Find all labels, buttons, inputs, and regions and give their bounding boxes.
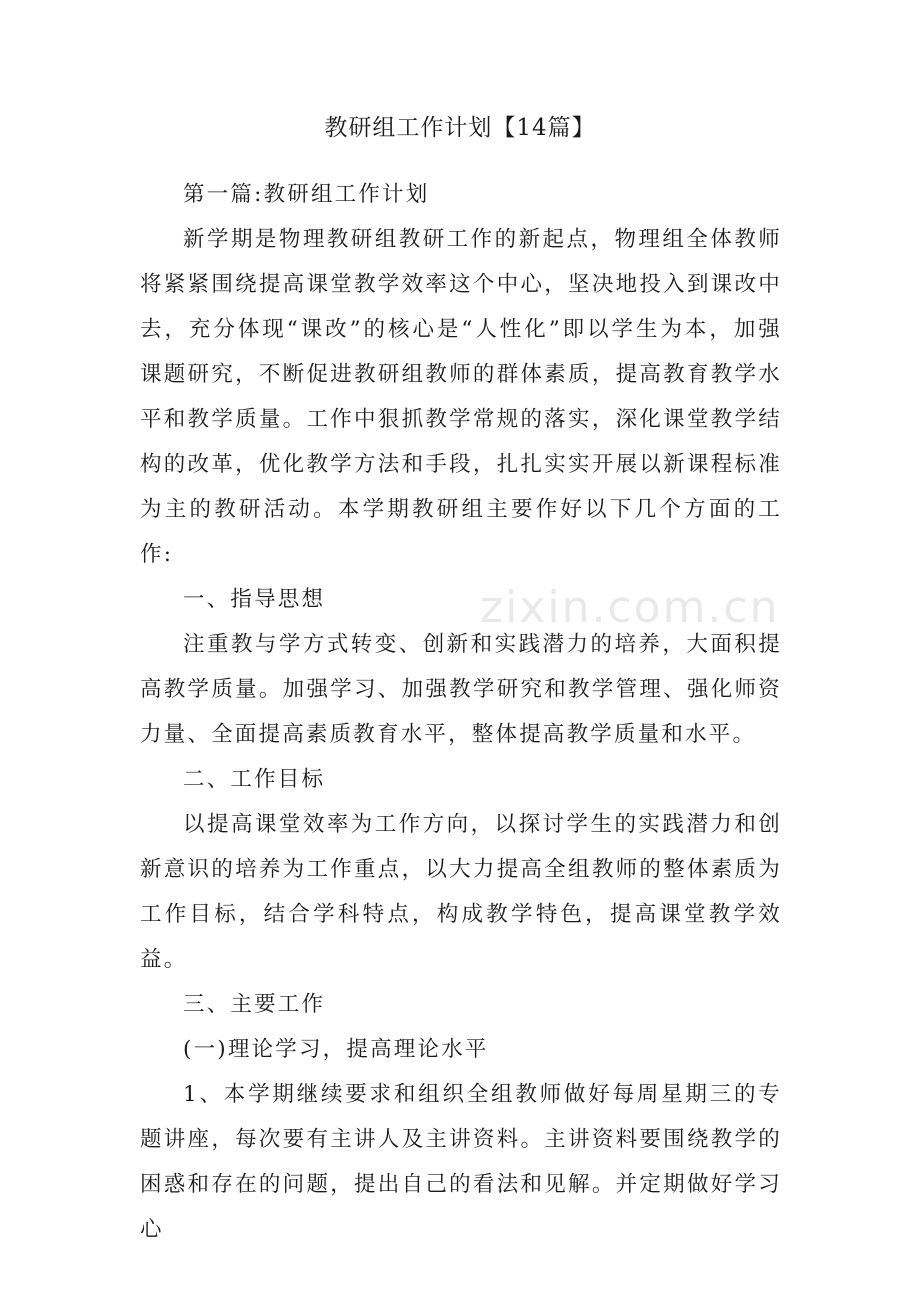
intro-paragraph: 新学期是物理教研组教研工作的新起点，物理组全体教师将紧紧围绕提高课堂教学效率这个中心，坚决地投入到课改中去，充分体现“课改”的核心是“人性化”即以学生为本，加强课题研究，不断促进教研组教师的群体素质，提高教育教学水平和教学质量。工作中狠抓教学常规的落实，深化课堂教学结构的改革，优化教学方法和手段，扎扎实实开展以新课程标准为主的教研活动。本学期教研组主要作好以下几个方面的工作: xyxy=(140,227,782,567)
theory-study-paragraph: 1、本学期继续要求和组织全组教师做好每周星期三的专题讲座，每次要有主讲人及主讲资料。主讲资料要围绕教学的困惑和存在的问题，提出自己的看法和见解。并定期做好学习心 xyxy=(140,1082,782,1242)
document-title: 教研组工作计划【14篇】 xyxy=(324,115,596,141)
section-heading-part-one: 第一篇:教研组工作计划 xyxy=(183,182,430,207)
work-goals-paragraph: 以提高课堂效率为工作方向，以探讨学生的实践潜力和创新意识的培养为工作重点，以大力提高全组教师的整体素质为工作目标，结合学科特点，构成教学特色，提高课堂教学效益。 xyxy=(140,812,782,972)
guiding-ideology-paragraph: 注重教与学方式转变、创新和实践潜力的培养，大面积提高教学质量。加强学习、加强教学研究和教学管理、强化师资力量、全面提高素质教育水平，整体提高教学质量和水平。 xyxy=(140,632,782,747)
section-heading-guiding-ideology: 一、指导思想 xyxy=(183,587,326,612)
document-body xyxy=(140,172,782,1252)
watermark: zixin.com.cn xyxy=(480,582,780,633)
section-heading-main-work: 三、主要工作 xyxy=(183,992,326,1017)
section-heading-work-goals: 二、工作目标 xyxy=(183,767,326,792)
subsection-heading-theory-study: (一)理论学习，提高理论水平 xyxy=(183,1037,489,1062)
